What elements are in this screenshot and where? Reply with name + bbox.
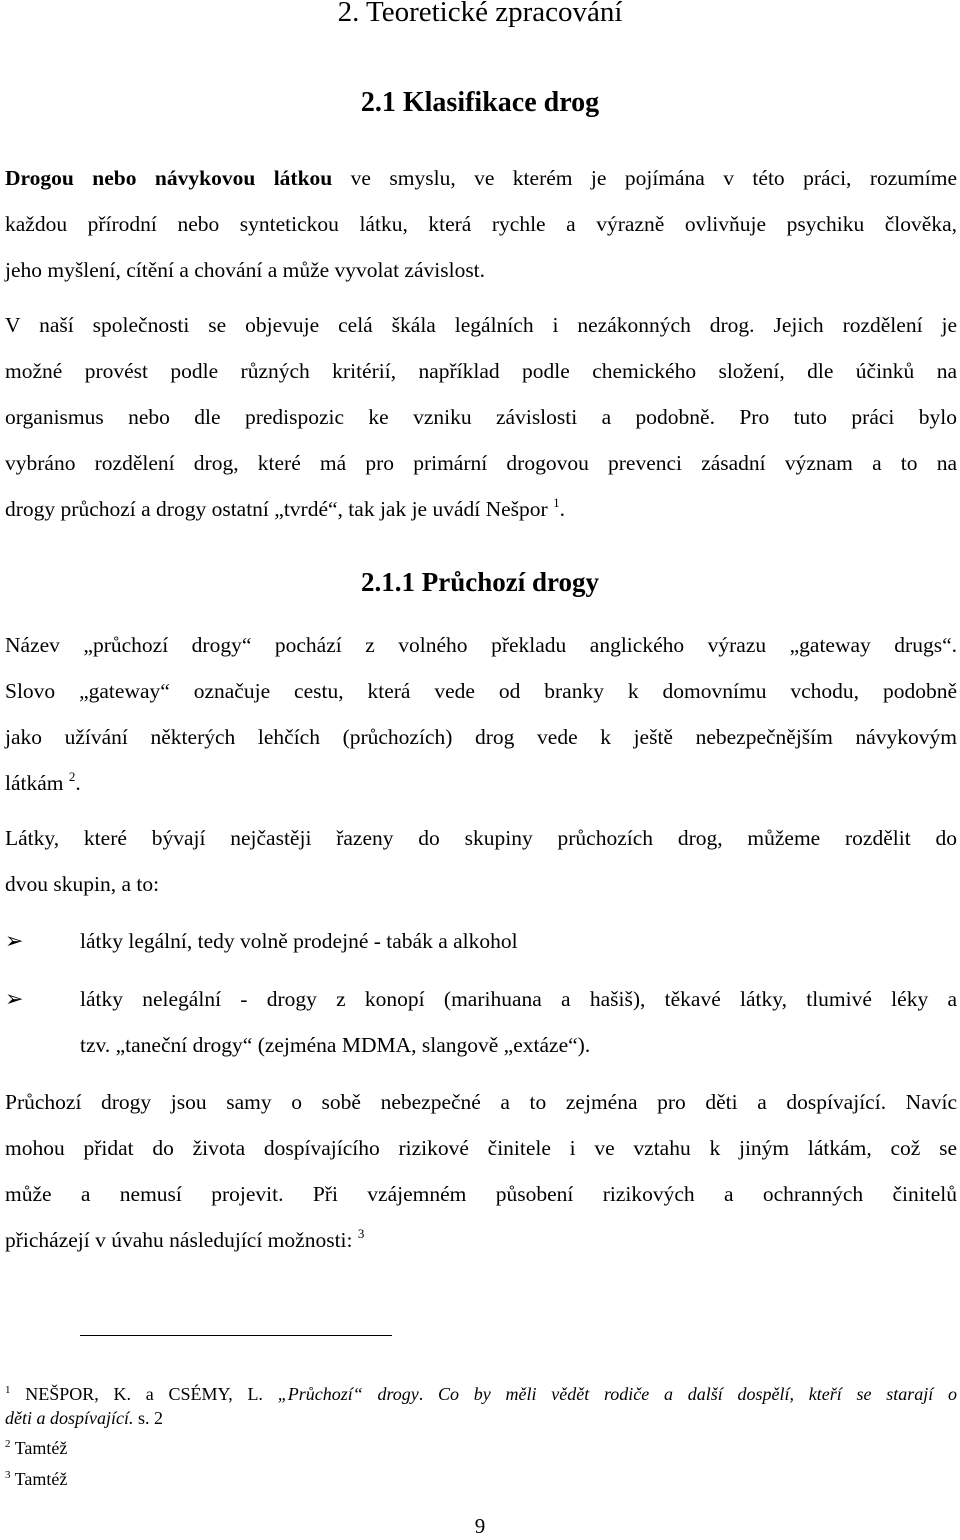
section-heading: 2.1 Klasifikace drog xyxy=(360,87,600,118)
list-item xyxy=(80,918,957,964)
paragraph-line: V naší společnosti se objevuje celá škála legálních i nezákonných drog. Jejich rozdělení je xyxy=(5,313,957,337)
chapter-heading: 2. Teoretické zpracování xyxy=(337,0,623,28)
paragraph-line: Látky, které bývají nejčastěji řazeny do skupiny průchozích drog, můžeme rozdělit do xyxy=(5,826,957,850)
paragraph-line: vybráno rozdělení drog, které má pro primární drogovou prevenci zásadní význam a to na xyxy=(5,451,957,475)
paragraph-classification xyxy=(5,302,957,532)
text-span: ve smyslu, ve kterém je pojímána v této práci, rozumíme xyxy=(332,166,958,190)
paragraph-line: organismus nebo dle predispozic ke vzniku závislosti a podobně. Pro tuto práci bylo xyxy=(5,405,957,429)
list-item-text: látky nelegální - drogy z konopí (marihuana a hašiš), těkavé látky, tlumivé léky a xyxy=(80,987,957,1011)
paragraph-line: jako užívání některých lehčích (průchozích) drog vede k ještě nebezpečnějším návykovým xyxy=(5,725,957,749)
footnote-number: 2 xyxy=(5,1438,11,1450)
paragraph-line: každou přírodní nebo syntetickou látku, která rychle a výrazně ovlivňuje psychiku člověka, xyxy=(5,212,957,236)
footnote-number: 1 xyxy=(5,1384,11,1396)
italic-subtitle: děti a dospívající. xyxy=(5,1408,134,1428)
footnote-3 xyxy=(5,1467,957,1491)
subsection-heading: 2.1.1 Průchozí drogy xyxy=(361,567,599,597)
italic-subtitle: Co by měli vědět rodiče a další dospělí, kteří se starají o xyxy=(438,1384,958,1404)
footnote-line xyxy=(5,1436,957,1460)
text-span: látkám xyxy=(5,771,64,795)
paragraph-line: dvou skupin, a to: xyxy=(5,872,160,896)
list-item-text: tzv. „taneční drogy“ (zejména MDMA, slangově „extáze“). xyxy=(80,1033,591,1057)
text-span: drogy průchozí a drogy ostatní „tvrdé“, tak jak je uvádí Nešpor xyxy=(5,497,548,521)
list-item xyxy=(80,976,957,1068)
list-item-text: látky legální, tedy volně prodejné - tabák a alkohol xyxy=(80,929,518,953)
footnote-line xyxy=(5,1382,957,1406)
bold-term: Drogou nebo návykovou látkou xyxy=(5,166,333,190)
text-span: NEŠPOR, K. a CSÉMY, L. xyxy=(10,1384,278,1404)
footnote-line xyxy=(5,1406,957,1430)
text-span: . xyxy=(75,771,81,795)
paragraph-definition xyxy=(5,155,957,293)
footnote-ref[interactable]: 1 xyxy=(553,495,560,510)
text-span: . xyxy=(559,497,565,521)
footnote-2 xyxy=(5,1436,957,1460)
text-span: s. 2 xyxy=(133,1408,163,1428)
paragraph-line: může a nemusí projevit. Při vzájemném působení rizikových a ochranných činitelů xyxy=(5,1182,957,1206)
paragraph-line: jeho myšlení, cítění a chování a může vyvolat závislost. xyxy=(5,258,486,282)
arrow-bullet-icon: ➢ xyxy=(5,928,24,953)
paragraph-line xyxy=(5,155,957,201)
paragraph-gateway xyxy=(5,622,957,806)
page-number: 9 xyxy=(474,1514,486,1538)
paragraph-line xyxy=(5,760,957,806)
footnote-separator xyxy=(80,1335,392,1336)
footnote-ref[interactable]: 3 xyxy=(357,1226,365,1241)
footnote-1 xyxy=(5,1382,957,1430)
paragraph-line: Slovo „gateway“ označuje cestu, která vede od branky k domovnímu vchodu, podobně xyxy=(5,679,957,703)
text-span: přicházejí v úvahu následující možnosti: xyxy=(5,1228,353,1252)
text-span: . xyxy=(418,1384,439,1404)
paragraph-line xyxy=(5,1217,957,1263)
paragraph-groups xyxy=(5,815,957,907)
footnote-line xyxy=(5,1467,957,1491)
italic-title: „Průchozí“ drogy xyxy=(277,1384,419,1404)
paragraph-line xyxy=(5,486,957,532)
paragraph-risks xyxy=(5,1079,957,1263)
footnote-number: 3 xyxy=(5,1469,11,1481)
arrow-bullet-icon: ➢ xyxy=(5,986,24,1011)
text-span: Tamtéž xyxy=(10,1438,68,1458)
paragraph-line: Název „průchozí drogy“ pochází z volného překladu anglického výrazu „gateway drugs“. xyxy=(5,633,957,657)
paragraph-line: Průchozí drogy jsou samy o sobě nebezpečné a to zejména pro děti a dospívající. Navíc xyxy=(5,1090,957,1114)
paragraph-line: možné provést podle různých kritérií, například podle chemického složení, dle účinků na xyxy=(5,359,957,383)
footnote-ref[interactable]: 2 xyxy=(68,769,76,784)
text-span: Tamtéž xyxy=(10,1469,68,1489)
paragraph-line: mohou přidat do života dospívajícího rizikové činitele i ve vztahu k jiným látkám, což se xyxy=(5,1136,957,1160)
